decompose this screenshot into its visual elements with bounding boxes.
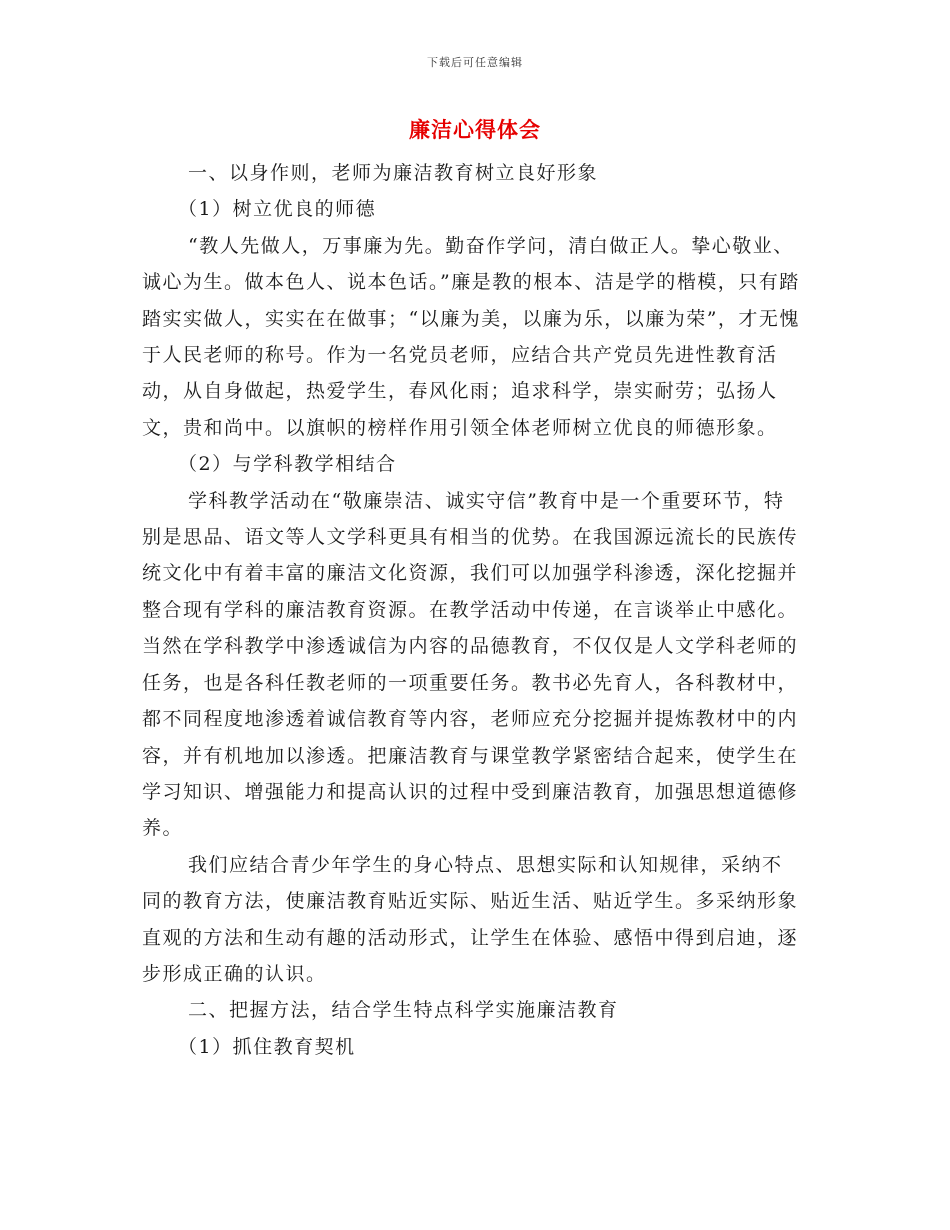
document-body [142, 155, 802, 1065]
subsection-heading-1-1: （1）树立优良的师德 [178, 198, 377, 221]
subsection-heading-2-1: （1）抓住教育契机 [178, 1035, 356, 1058]
document-title: 廉洁心得体会 [409, 118, 541, 142]
subsection-heading-1-2: （2）与学科教学相结合 [178, 453, 397, 476]
body-paragraph: 我们应结合青少年学生的身心特点、思想实际和认知规律，采纳不同的教育方法，使廉洁教育贴近实际、贴近生活、贴近学生。多采纳形象直观的方法和生动有趣的活动形式，让学生在体验、感悟中得到启迪，逐步形成正确的认识。 [142, 853, 799, 985]
section-heading-1: 一、以身作则，老师为廉洁教育树立良好形象 [188, 162, 599, 184]
section-heading-2: 二、把握方法，结合学生特点科学实施廉洁教育 [188, 999, 619, 1022]
body-paragraph: “教人先做人，万事廉为先。勤奋作学问，清白做正人。挚心敬业、诚心为生。做本色人、说本色话。”廉是教的根本、洁是学的楷模，只有踏踏实实做人，实实在在做事；“以廉为美，以廉为乐，以廉为荣”，才无愧于人民老师的称号。作为一名党员老师，应结合共产党员先进性教育活动，从自身做起，热爱学生，春风化雨；追求科学，崇实耐劳；弘扬人文，贵和尚中。以旗帜的榜样作用引领全体老师树立优良的师德形象。 [142, 234, 800, 439]
body-paragraph: 学科教学活动在“敬廉崇洁、诚实守信”教育中是一个重要环节，特别是思品、语文等人文学科更具有相当的优势。在我国源远流长的民族传统文化中有着丰富的廉洁文化资源，我们可以加强学科渗透，深化挖掘并整合现有学科的廉洁教育资源。在教学活动中传递，在言谈举止中感化。当然在学科教学中渗透诚信为内容的品德教育，不仅仅是人文学科老师的任务，也是各科任教老师的一项重要任务。教书必先育人，各科教材中，都不同程度地渗透着诚信教育等内容，老师应充分挖掘并提炼教材中的内容，并有机地加以渗透。把廉洁教育与课堂教学紧密结合起来，使学生在学习知识、增强能力和提高认识的过程中受到廉洁教育，加强思想道德修养。 [142, 489, 799, 840]
header-note: 下载后可任意编辑 [427, 56, 523, 69]
